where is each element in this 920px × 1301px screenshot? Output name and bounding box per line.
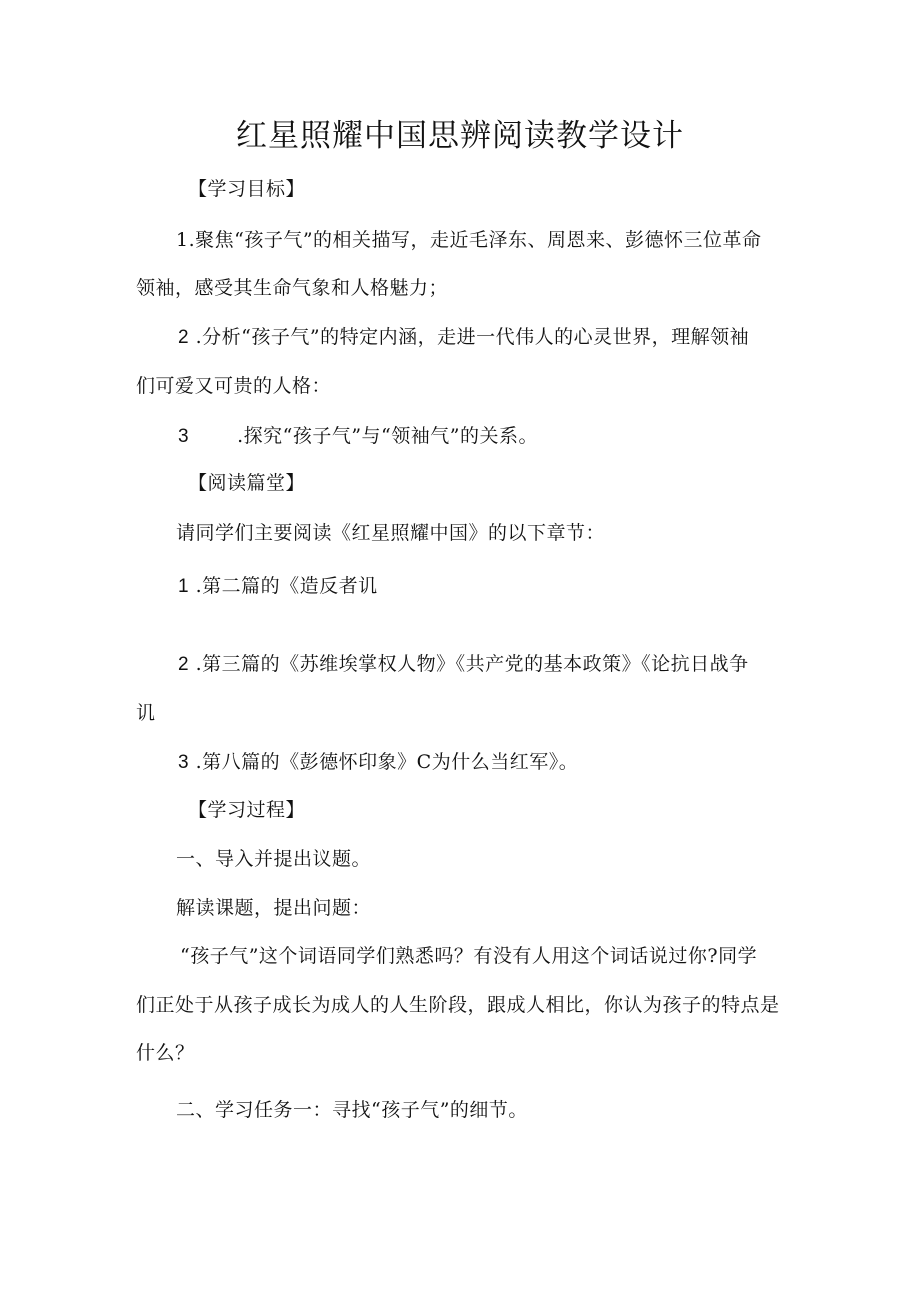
reading-intro: 请同学们主要阅读《红星照耀中国》的以下章节： [176,522,606,544]
goal-3-text: .探究“孩子气”与“领袖气”的关系。 [237,425,538,447]
question-line-2: 们正处于从孩子成长为成人的人生阶段，跟成人相比，你认为孩子的特点是 [136,994,780,1016]
reading-2-text: .第三篇的《苏维埃掌权人物》《共产党的基本政策》《论抗日战争 [195,653,749,675]
step-1-heading: 一、导入并提出议题。 [176,848,372,870]
step-1-subheading: 解读课题，提出问题： [176,897,372,919]
reading-item-2-line-1 [178,652,749,677]
section-heading-reading: 【阅读篇堂】 [188,472,306,494]
question-line-3: 什么？ [136,1042,195,1064]
goal-3 [178,424,538,449]
goal-2-text: .分析“孩子气”的特定内涵，走进一代伟人的心灵世界，理解领袖 [195,326,750,348]
reading-item-1 [178,574,378,599]
document-title: 红星照耀中国思辨阅读教学设计 [236,118,684,154]
reading-3-text: .第八篇的《彭德怀印象》C为什么当红军》。 [195,751,579,773]
reading-1-text: .第二篇的《造反者讥 [195,575,378,597]
goal-1-line-2: 领袖，感受其生命气象和人格魅力； [136,277,449,299]
step-2-heading: 二、学习任务一：寻找“孩子气”的细节。 [176,1099,528,1121]
goal-2-line-2: 们可爱又可贵的人格： [136,375,332,397]
section-heading-process: 【学习过程】 [188,799,306,821]
question-line-1: “孩子气”这个词语同学们熟悉吗？有没有人用这个词话说过你?同学 [180,945,758,967]
goal-1-line-1: 1.聚焦“孩子气”的相关描写，走近毛泽东、周恩来、彭德怀三位革命 [176,229,762,251]
goal-2-number: 2 [178,327,190,348]
section-heading-goals: 【学习目标】 [188,178,306,200]
goal-3-number: 3 [178,426,190,447]
reading-item-3 [178,750,578,775]
reading-1-number: 1 [178,576,190,597]
reading-2-number: 2 [178,654,190,675]
reading-3-number: 3 [178,752,190,773]
goal-2-line-1 [178,325,749,350]
reading-item-2-line-2: 讥 [136,702,156,724]
